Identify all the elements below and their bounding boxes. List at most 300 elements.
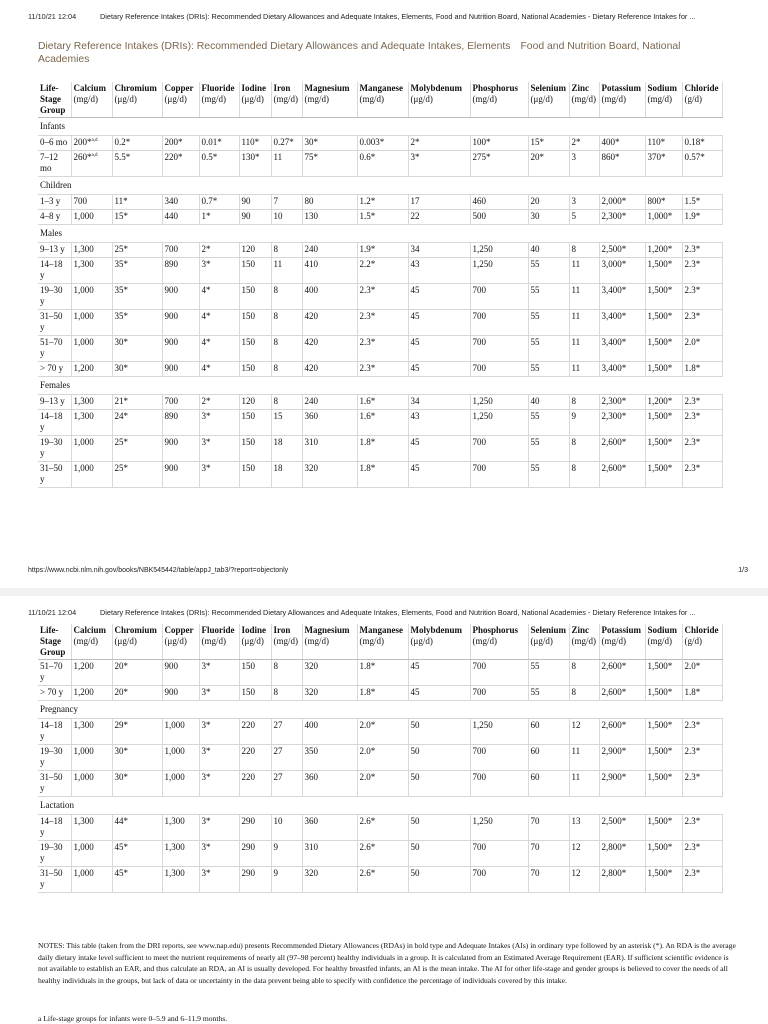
value-cell bbox=[645, 719, 682, 745]
cell-value: 1,000 bbox=[164, 772, 185, 782]
value-cell bbox=[239, 362, 271, 377]
cell-value: 1.8* bbox=[359, 437, 376, 447]
column-name: Iron bbox=[273, 83, 291, 93]
value-cell bbox=[470, 195, 528, 210]
cell-value: 2,900* bbox=[601, 746, 627, 756]
cell-value: 1.8* bbox=[359, 661, 376, 671]
value-cell bbox=[199, 310, 239, 336]
column-name: Phosphorus bbox=[472, 83, 519, 93]
column-unit: (mg/d) bbox=[571, 94, 596, 104]
column-unit: (mg/d) bbox=[571, 636, 596, 646]
life-stage-cell bbox=[38, 815, 71, 841]
footnote-marker[interactable]: a,d bbox=[91, 153, 98, 158]
cell-value: 900 bbox=[164, 437, 178, 447]
cell-value: 1.2* bbox=[359, 196, 376, 206]
cell-value: 2.0* bbox=[684, 337, 701, 347]
column-name: Fluoride bbox=[201, 83, 235, 93]
cell-value: 2.3* bbox=[684, 411, 701, 421]
cell-value: 3* bbox=[201, 746, 211, 756]
life-stage-cell bbox=[38, 310, 71, 336]
cell-value: 60 bbox=[530, 720, 540, 730]
column-header bbox=[38, 624, 71, 660]
cell-value: 15 bbox=[273, 411, 283, 421]
cell-value: 120 bbox=[241, 244, 255, 254]
value-cell bbox=[71, 745, 112, 771]
cell-value: 1,000 bbox=[73, 842, 94, 852]
cell-value: 8 bbox=[273, 311, 278, 321]
column-unit: (μg/d) bbox=[114, 636, 137, 646]
value-cell bbox=[199, 815, 239, 841]
value-cell bbox=[199, 195, 239, 210]
cell-value: 30 bbox=[530, 211, 540, 221]
cell-value: 1.8* bbox=[359, 463, 376, 473]
cell-value: 70 bbox=[530, 842, 540, 852]
cell-value: 1.8* bbox=[684, 363, 701, 373]
value-cell bbox=[162, 362, 199, 377]
cell-value: 1.5* bbox=[684, 196, 701, 206]
column-header bbox=[645, 624, 682, 660]
value-cell bbox=[112, 841, 162, 867]
value-cell bbox=[302, 210, 357, 225]
value-cell bbox=[357, 410, 408, 436]
cell-value: 0–6 mo bbox=[40, 137, 68, 147]
column-name: Life-Stage Group bbox=[40, 83, 66, 115]
life-stage-cell bbox=[38, 686, 71, 701]
table-row bbox=[38, 136, 722, 151]
cell-value: 21* bbox=[114, 396, 128, 406]
value-cell bbox=[271, 151, 302, 177]
value-cell bbox=[528, 660, 569, 686]
cell-value: 2* bbox=[201, 396, 211, 406]
cell-value: 100* bbox=[472, 137, 491, 147]
value-cell bbox=[645, 210, 682, 225]
value-cell bbox=[599, 410, 645, 436]
cell-value: 370* bbox=[647, 152, 666, 162]
value-cell bbox=[239, 841, 271, 867]
value-cell bbox=[528, 462, 569, 488]
column-header bbox=[112, 624, 162, 660]
cell-value: 55 bbox=[530, 687, 540, 697]
column-unit: (g/d) bbox=[684, 636, 702, 646]
value-cell bbox=[357, 395, 408, 410]
value-cell bbox=[408, 436, 470, 462]
value-cell bbox=[528, 362, 569, 377]
value-cell bbox=[239, 867, 271, 893]
value-cell bbox=[569, 815, 599, 841]
cell-value: 700 bbox=[472, 463, 486, 473]
cell-value: 2.3* bbox=[359, 363, 376, 373]
value-cell bbox=[569, 686, 599, 701]
value-cell bbox=[470, 867, 528, 893]
cell-value: 11 bbox=[571, 337, 581, 347]
cell-value: 1,000 bbox=[164, 746, 185, 756]
cell-value: 2.0* bbox=[684, 661, 701, 671]
value-cell bbox=[239, 436, 271, 462]
cell-value: 31–50 y bbox=[40, 463, 63, 484]
cell-value: 3* bbox=[201, 437, 211, 447]
value-cell bbox=[71, 436, 112, 462]
life-stage-cell bbox=[38, 660, 71, 686]
value-cell bbox=[239, 336, 271, 362]
cell-value: 2,600* bbox=[601, 720, 627, 730]
column-unit: (μg/d) bbox=[530, 636, 553, 646]
value-cell bbox=[470, 815, 528, 841]
value-cell bbox=[239, 660, 271, 686]
cell-value: 50 bbox=[410, 746, 420, 756]
value-cell bbox=[357, 719, 408, 745]
value-cell bbox=[239, 686, 271, 701]
life-stage-cell bbox=[38, 336, 71, 362]
value-cell bbox=[569, 210, 599, 225]
cell-value: > 70 y bbox=[40, 363, 64, 373]
value-cell bbox=[302, 410, 357, 436]
section-label: Children bbox=[38, 177, 722, 195]
cell-value: 290 bbox=[241, 868, 255, 878]
value-cell bbox=[71, 136, 112, 151]
value-cell bbox=[357, 660, 408, 686]
cell-value: 25* bbox=[114, 244, 128, 254]
value-cell bbox=[470, 395, 528, 410]
value-cell bbox=[199, 210, 239, 225]
cell-value: 1,300 bbox=[73, 396, 94, 406]
value-cell bbox=[112, 243, 162, 258]
value-cell bbox=[112, 336, 162, 362]
cell-value: 1,000 bbox=[164, 720, 185, 730]
section-row bbox=[38, 377, 722, 395]
value-cell bbox=[239, 243, 271, 258]
value-cell bbox=[569, 841, 599, 867]
value-cell bbox=[357, 362, 408, 377]
value-cell bbox=[271, 336, 302, 362]
column-unit: (mg/d) bbox=[359, 94, 384, 104]
value-cell bbox=[645, 745, 682, 771]
cell-value: 11 bbox=[571, 746, 581, 756]
value-cell bbox=[112, 867, 162, 893]
column-header bbox=[162, 624, 199, 660]
value-cell bbox=[162, 815, 199, 841]
cell-value: 240 bbox=[304, 396, 318, 406]
column-header bbox=[38, 82, 71, 118]
cell-value: 2,600* bbox=[601, 437, 627, 447]
value-cell bbox=[599, 284, 645, 310]
cell-value: 1.5* bbox=[359, 211, 376, 221]
value-cell bbox=[599, 362, 645, 377]
cell-value: 4* bbox=[201, 363, 211, 373]
cell-value: 890 bbox=[164, 411, 178, 421]
value-cell bbox=[470, 210, 528, 225]
value-cell bbox=[599, 686, 645, 701]
header-row bbox=[38, 82, 722, 118]
cell-value: 9–13 y bbox=[40, 244, 65, 254]
value-cell bbox=[271, 395, 302, 410]
life-stage-cell bbox=[38, 195, 71, 210]
life-stage-cell bbox=[38, 362, 71, 377]
cell-value: 11 bbox=[571, 259, 581, 269]
footnote-marker[interactable]: a,d bbox=[91, 138, 98, 143]
cell-value: 24* bbox=[114, 411, 128, 421]
cell-value: 35* bbox=[114, 311, 128, 321]
value-cell bbox=[470, 771, 528, 797]
value-cell bbox=[271, 867, 302, 893]
cell-value: 3* bbox=[201, 842, 211, 852]
value-cell bbox=[528, 258, 569, 284]
cell-value: 1,500* bbox=[647, 463, 673, 473]
value-cell bbox=[408, 210, 470, 225]
cell-value: 900 bbox=[164, 661, 178, 671]
cell-value: 2.3* bbox=[684, 842, 701, 852]
column-unit: (μg/d) bbox=[530, 94, 553, 104]
cell-value: 8 bbox=[273, 337, 278, 347]
value-cell bbox=[199, 436, 239, 462]
cell-value: 1,000 bbox=[73, 437, 94, 447]
cell-value: 220* bbox=[164, 152, 183, 162]
table-row bbox=[38, 745, 722, 771]
cell-value: 2,900* bbox=[601, 772, 627, 782]
cell-value: 200* bbox=[73, 137, 92, 147]
value-cell bbox=[112, 284, 162, 310]
column-name: Iodine bbox=[241, 83, 267, 93]
cell-value: 360 bbox=[304, 816, 318, 826]
column-unit: (mg/d) bbox=[201, 636, 226, 646]
value-cell bbox=[470, 719, 528, 745]
cell-value: 2.0* bbox=[359, 746, 376, 756]
value-cell bbox=[569, 336, 599, 362]
cell-value: 150 bbox=[241, 285, 255, 295]
cell-value: 27 bbox=[273, 772, 283, 782]
value-cell bbox=[569, 436, 599, 462]
cell-value: 8 bbox=[273, 244, 278, 254]
cell-value: 1,000 bbox=[73, 285, 94, 295]
cell-value: 1,200 bbox=[73, 687, 94, 697]
value-cell bbox=[470, 745, 528, 771]
table-title bbox=[38, 40, 728, 66]
value-cell bbox=[408, 660, 470, 686]
cell-value: 150 bbox=[241, 411, 255, 421]
value-cell bbox=[162, 151, 199, 177]
column-name: Magnesium bbox=[304, 83, 350, 93]
value-cell bbox=[682, 686, 722, 701]
value-cell bbox=[470, 151, 528, 177]
table-row bbox=[38, 771, 722, 797]
life-stage-cell bbox=[38, 436, 71, 462]
column-unit: (mg/d) bbox=[601, 94, 626, 104]
value-cell bbox=[71, 815, 112, 841]
value-cell bbox=[271, 136, 302, 151]
cell-value: 2,500* bbox=[601, 244, 627, 254]
cell-value: 19–30 y bbox=[40, 285, 63, 306]
value-cell bbox=[112, 136, 162, 151]
cell-value: 12 bbox=[571, 720, 581, 730]
value-cell bbox=[357, 336, 408, 362]
cell-value: 700 bbox=[472, 437, 486, 447]
column-header bbox=[599, 624, 645, 660]
value-cell bbox=[357, 136, 408, 151]
cell-value: 700 bbox=[472, 285, 486, 295]
life-stage-cell bbox=[38, 719, 71, 745]
value-cell bbox=[682, 395, 722, 410]
cell-value: 1.8* bbox=[684, 687, 701, 697]
cell-value: 8 bbox=[273, 687, 278, 697]
cell-value: 700 bbox=[472, 687, 486, 697]
cell-value: 320 bbox=[304, 463, 318, 473]
column-name: Chromium bbox=[114, 625, 157, 635]
cell-value: 4* bbox=[201, 311, 211, 321]
value-cell bbox=[408, 815, 470, 841]
cell-value: 1,250 bbox=[472, 244, 493, 254]
cell-value: 11 bbox=[571, 772, 581, 782]
cell-value: 700 bbox=[472, 746, 486, 756]
footer-url[interactable]: https://www.ncbi.nlm.nih.gov/books/NBK545442/table/appJ_tab3/?report=objectonly bbox=[28, 567, 289, 574]
value-cell bbox=[528, 284, 569, 310]
cell-value: 2,600* bbox=[601, 661, 627, 671]
cell-value: 310 bbox=[304, 437, 318, 447]
cell-value: 8 bbox=[273, 661, 278, 671]
value-cell bbox=[569, 462, 599, 488]
table-row bbox=[38, 284, 722, 310]
value-cell bbox=[239, 395, 271, 410]
column-unit: (mg/d) bbox=[304, 94, 329, 104]
cell-value: 50 bbox=[410, 868, 420, 878]
value-cell bbox=[199, 841, 239, 867]
value-cell bbox=[239, 410, 271, 436]
cell-value: 51–70 y bbox=[40, 337, 63, 358]
value-cell bbox=[271, 410, 302, 436]
value-cell bbox=[357, 745, 408, 771]
value-cell bbox=[71, 462, 112, 488]
life-stage-cell bbox=[38, 284, 71, 310]
cell-value: 410 bbox=[304, 259, 318, 269]
column-name: Copper bbox=[164, 625, 194, 635]
cell-value: 55 bbox=[530, 411, 540, 421]
cell-value: 20* bbox=[530, 152, 544, 162]
column-name: Sodium bbox=[647, 83, 678, 93]
cell-value: 12 bbox=[571, 842, 581, 852]
value-cell bbox=[199, 136, 239, 151]
cell-value: 1,500* bbox=[647, 285, 673, 295]
column-unit: (mg/d) bbox=[472, 636, 497, 646]
cell-value: 2.3* bbox=[684, 720, 701, 730]
cell-value: 40 bbox=[530, 396, 540, 406]
cell-value: 45 bbox=[410, 311, 420, 321]
cell-value: 70 bbox=[530, 816, 540, 826]
table-row bbox=[38, 243, 722, 258]
cell-value: 2* bbox=[201, 244, 211, 254]
value-cell bbox=[569, 243, 599, 258]
value-cell bbox=[112, 151, 162, 177]
cell-value: 2.3* bbox=[684, 868, 701, 878]
value-cell bbox=[645, 771, 682, 797]
cell-value: 45 bbox=[410, 687, 420, 697]
value-cell bbox=[682, 336, 722, 362]
cell-value: 220 bbox=[241, 720, 255, 730]
column-unit: (μg/d) bbox=[114, 94, 137, 104]
value-cell bbox=[271, 210, 302, 225]
value-cell bbox=[162, 395, 199, 410]
page-header bbox=[28, 12, 748, 24]
cell-value: 320 bbox=[304, 868, 318, 878]
cell-value: 9–13 y bbox=[40, 396, 65, 406]
cell-value: 19–30 y bbox=[40, 746, 63, 767]
cell-value: 2.3* bbox=[684, 437, 701, 447]
cell-value: 7–12 mo bbox=[40, 152, 58, 173]
cell-value: 900 bbox=[164, 337, 178, 347]
cell-value: 45 bbox=[410, 437, 420, 447]
value-cell bbox=[645, 815, 682, 841]
value-cell bbox=[569, 362, 599, 377]
cell-value: 2.6* bbox=[359, 816, 376, 826]
cell-value: 8 bbox=[571, 463, 576, 473]
value-cell bbox=[162, 258, 199, 284]
value-cell bbox=[357, 841, 408, 867]
column-name: Sodium bbox=[647, 625, 678, 635]
value-cell bbox=[599, 841, 645, 867]
cell-value: 1,500* bbox=[647, 842, 673, 852]
value-cell bbox=[199, 867, 239, 893]
value-cell bbox=[162, 436, 199, 462]
table-row bbox=[38, 210, 722, 225]
value-cell bbox=[271, 745, 302, 771]
value-cell bbox=[408, 410, 470, 436]
cell-value: 1,000* bbox=[647, 211, 673, 221]
value-cell bbox=[569, 867, 599, 893]
cell-value: 150 bbox=[241, 337, 255, 347]
value-cell bbox=[112, 210, 162, 225]
value-cell bbox=[645, 136, 682, 151]
cell-value: 890 bbox=[164, 259, 178, 269]
cell-value: 320 bbox=[304, 661, 318, 671]
value-cell bbox=[357, 462, 408, 488]
cell-value: 20* bbox=[114, 661, 128, 671]
cell-value: 1,000 bbox=[73, 868, 94, 878]
value-cell bbox=[112, 660, 162, 686]
cell-value: 45 bbox=[410, 337, 420, 347]
value-cell bbox=[162, 310, 199, 336]
cell-value: 55 bbox=[530, 285, 540, 295]
cell-value: 2,600* bbox=[601, 463, 627, 473]
cell-value: 1,000 bbox=[73, 746, 94, 756]
cell-value: 14–18 y bbox=[40, 411, 63, 432]
value-cell bbox=[682, 745, 722, 771]
value-cell bbox=[162, 719, 199, 745]
cell-value: 43 bbox=[410, 411, 420, 421]
value-cell bbox=[645, 395, 682, 410]
value-cell bbox=[199, 151, 239, 177]
value-cell bbox=[408, 243, 470, 258]
value-cell bbox=[528, 841, 569, 867]
cell-value: 4* bbox=[201, 337, 211, 347]
cell-value: 45 bbox=[410, 463, 420, 473]
cell-value: 400* bbox=[601, 137, 620, 147]
section-label: Males bbox=[38, 225, 722, 243]
cell-value: 7 bbox=[273, 196, 278, 206]
column-name: Copper bbox=[164, 83, 194, 93]
cell-value: 2.3* bbox=[684, 772, 701, 782]
value-cell bbox=[71, 258, 112, 284]
column-name: Chloride bbox=[684, 83, 719, 93]
value-cell bbox=[71, 686, 112, 701]
cell-value: 150 bbox=[241, 661, 255, 671]
cell-value: 60 bbox=[530, 746, 540, 756]
cell-value: 2.3* bbox=[359, 285, 376, 295]
section-row bbox=[38, 701, 722, 719]
value-cell bbox=[112, 395, 162, 410]
title-part-2: Food and Nutrition Board, National Academies bbox=[38, 41, 681, 65]
value-cell bbox=[112, 310, 162, 336]
cell-value: 0.003* bbox=[359, 137, 385, 147]
cell-value: 75* bbox=[304, 152, 318, 162]
cell-value: 11 bbox=[273, 152, 283, 162]
cell-value: 2,300* bbox=[601, 396, 627, 406]
